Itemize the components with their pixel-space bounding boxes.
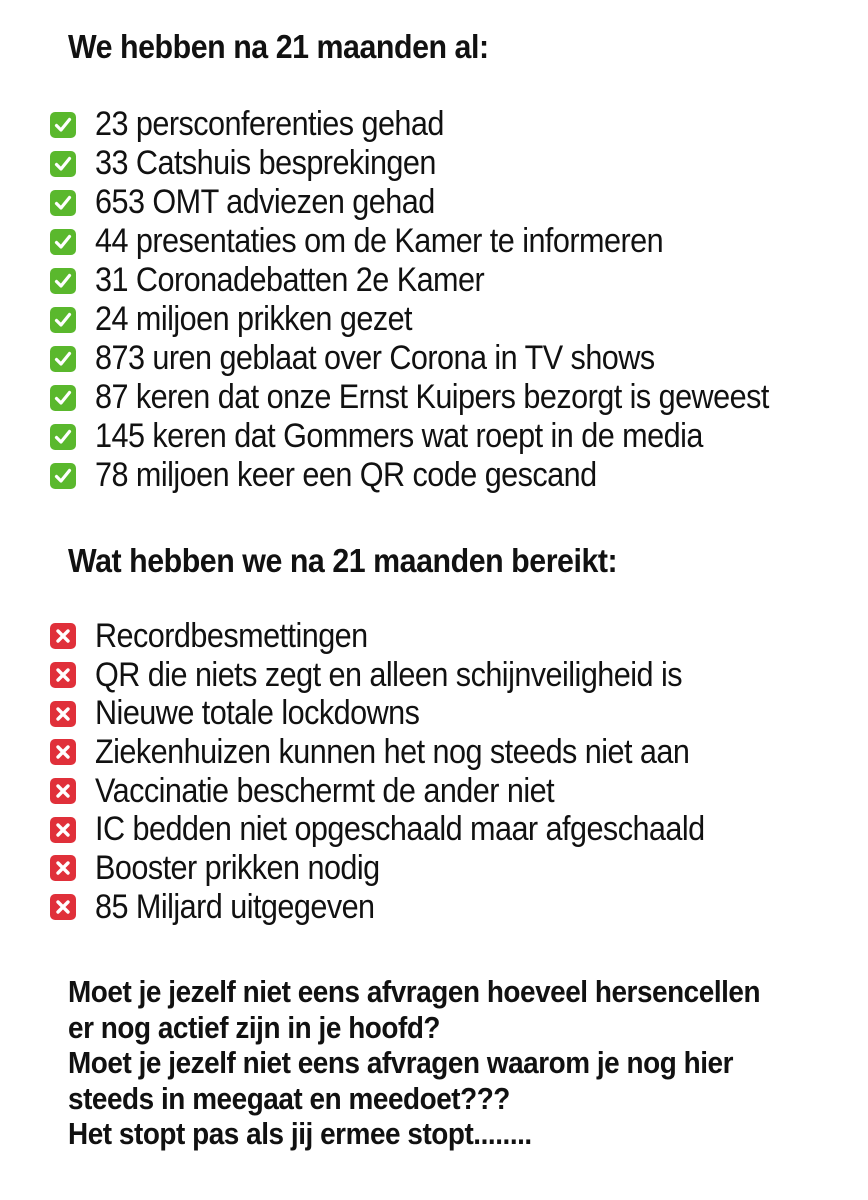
list-item: [50, 617, 772, 656]
closing-line: er nog actief zijn in je hoofd?: [68, 1009, 441, 1045]
list-item-text: 145 keren dat Gommers wat roept in de media: [95, 417, 703, 455]
section-title-results: Wat hebben we na 21 maanden bereikt:: [68, 542, 618, 579]
list-item-text: 653 OMT adviezen gehad: [95, 183, 435, 221]
list-item: [50, 456, 844, 495]
closing-line: Moet je jezelf niet eens afvragen waarom je nog hier: [68, 1045, 734, 1080]
closing-line: steeds in meegaat en meedoet???: [68, 1080, 510, 1116]
check-mark-icon: [50, 268, 76, 294]
list-item-text: Recordbesmettingen: [95, 616, 368, 655]
list-item: [50, 339, 844, 378]
list-item-text: Booster prikken nodig: [95, 848, 380, 887]
list-item-text: QR die niets zegt en alleen schijnveiligheid is: [95, 655, 682, 694]
check-mark-icon: [50, 229, 76, 255]
check-mark-icon: [50, 385, 76, 411]
list-item: [50, 417, 844, 456]
list-item-text: 31 Coronadebatten 2e Kamer: [95, 261, 485, 299]
check-mark-icon: [50, 463, 76, 489]
cross-mark-icon: [50, 623, 76, 649]
list-item: [50, 733, 772, 772]
cross-mark-icon: [50, 778, 76, 804]
achievements-list: [50, 105, 844, 495]
list-item-text: 85 Miljard uitgegeven: [95, 887, 375, 926]
list-item-text: Ziekenhuizen kunnen het nog steeds niet aan: [95, 732, 690, 771]
cross-mark-icon: [50, 662, 76, 688]
list-item: [50, 656, 772, 695]
check-mark-icon: [50, 424, 76, 450]
list-item: [50, 144, 844, 183]
cross-mark-icon: [50, 894, 76, 920]
cross-mark-icon: [50, 701, 76, 727]
list-item: [50, 222, 844, 261]
list-item-text: 33 Catshuis besprekingen: [95, 144, 436, 182]
check-mark-icon: [50, 112, 76, 138]
closing-line: Het stopt pas als jij ermee stopt........: [68, 1116, 532, 1151]
list-item: [50, 772, 772, 811]
list-item: [50, 378, 844, 417]
list-item-text: 87 keren dat onze Ernst Kuipers bezorgt is geweest: [95, 378, 769, 416]
list-item-text: IC bedden niet opgeschaald maar afgeschaald: [95, 810, 705, 849]
cross-mark-icon: [50, 817, 76, 843]
list-item: [50, 888, 772, 927]
closing-line: Moet je jezelf niet eens afvragen hoeveel hersencellen: [68, 974, 761, 1009]
list-item: [50, 105, 844, 144]
list-item-text: 873 uren geblaat over Corona in TV shows: [95, 339, 655, 377]
section-title-achievements: We hebben na 21 maanden al:: [68, 28, 489, 65]
cross-mark-icon: [50, 855, 76, 881]
list-item-text: Vaccinatie beschermt de ander niet: [95, 771, 555, 810]
list-item-text: 78 miljoen keer een QR code gescand: [95, 456, 597, 494]
list-item-text: 44 presentaties om de Kamer te informeren: [95, 222, 664, 260]
check-mark-icon: [50, 346, 76, 372]
list-item: [50, 183, 844, 222]
list-item: [50, 300, 844, 339]
list-item: [50, 694, 772, 733]
check-mark-icon: [50, 307, 76, 333]
check-mark-icon: [50, 190, 76, 216]
list-item-text: Nieuwe totale lockdowns: [95, 694, 420, 733]
cross-mark-icon: [50, 739, 76, 765]
list-item: [50, 810, 772, 849]
closing-text: [68, 974, 837, 1152]
check-mark-icon: [50, 151, 76, 177]
list-item: [50, 849, 772, 888]
list-item-text: 24 miljoen prikken gezet: [95, 300, 413, 338]
results-list: [50, 617, 772, 927]
list-item-text: 23 persconferenties gehad: [95, 105, 444, 143]
list-item: [50, 261, 844, 300]
